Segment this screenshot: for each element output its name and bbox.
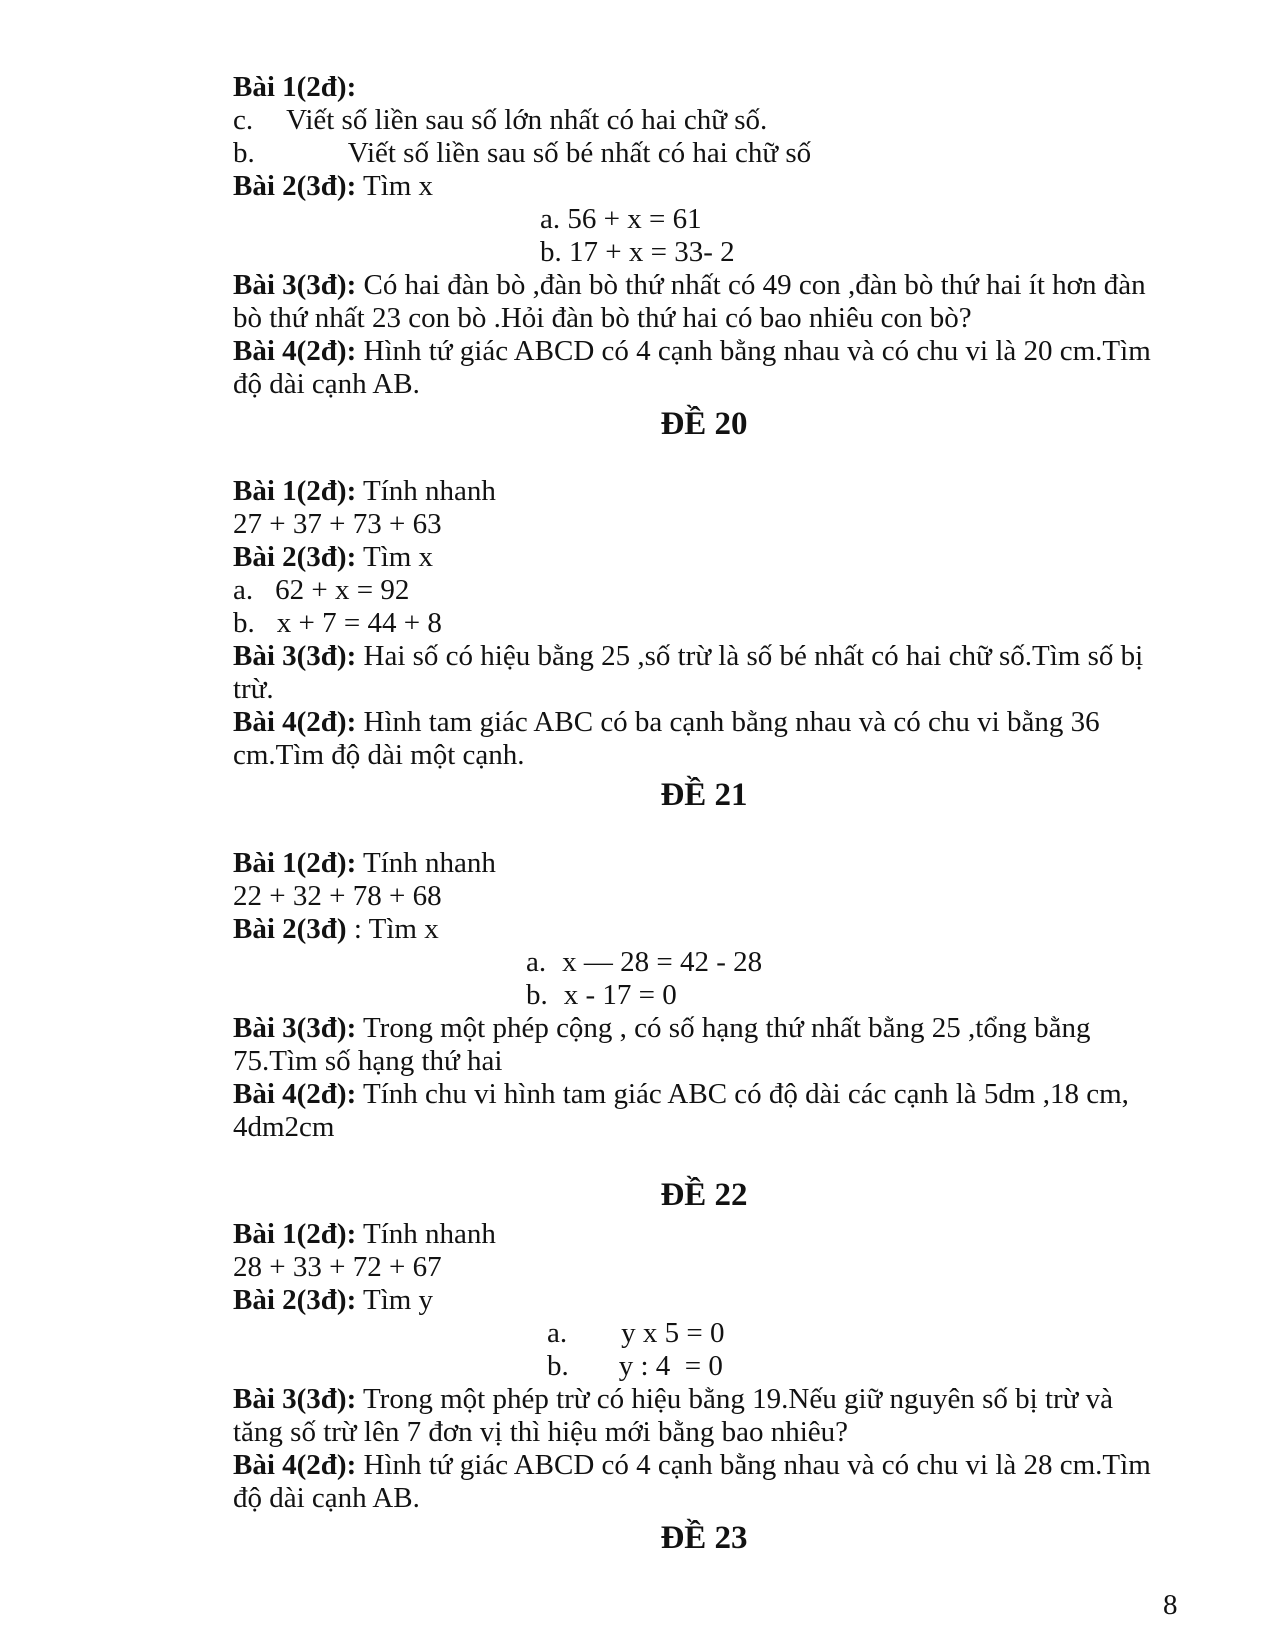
text-run: b. bbox=[233, 137, 255, 169]
text-line bbox=[233, 880, 1275, 913]
text-line bbox=[233, 946, 1275, 979]
text-line bbox=[233, 104, 1275, 137]
text-run: 28 + 33 + 72 + 67 bbox=[233, 1251, 442, 1283]
section-de-20 bbox=[233, 403, 1275, 772]
bai-label: Bài 2(3đ) bbox=[233, 913, 347, 945]
text-line bbox=[233, 302, 1275, 335]
text-line bbox=[233, 236, 1275, 269]
text-run: 62 + x = 92 bbox=[275, 574, 410, 606]
bai-label: Bài 4(2đ): bbox=[233, 1449, 357, 1481]
bai-label: Bài 2(3đ): bbox=[233, 541, 357, 573]
text-line bbox=[233, 1449, 1275, 1482]
text-run: Có hai đàn bò ,đàn bò thứ nhất có 49 con ,đàn bò thứ hai ít hơn đàn bbox=[356, 269, 1146, 301]
bai-label: Bài 3(3đ): bbox=[233, 1383, 357, 1415]
text-run: độ dài cạnh AB. bbox=[233, 368, 420, 400]
text-run: trừ. bbox=[233, 673, 274, 705]
text-run: Trong một phép trừ có hiệu bằng 19.Nếu giữ nguyên số bị trừ và bbox=[356, 1383, 1114, 1415]
text-line bbox=[233, 1383, 1275, 1416]
text-line bbox=[233, 979, 1275, 1012]
text-run: b. bbox=[526, 979, 548, 1011]
bai-label: Bài 1(2đ): bbox=[233, 475, 357, 507]
bai-label: Bài 1(2đ): bbox=[233, 1218, 357, 1250]
text-run: Tính nhanh bbox=[356, 847, 496, 879]
text-run: x — 28 = 42 - 28 bbox=[562, 946, 763, 978]
section-heading: ĐỀ 20 bbox=[660, 406, 748, 442]
text-run: tăng số trừ lên 7 đơn vị thì hiệu mới bằng bao nhiêu? bbox=[233, 1416, 849, 1448]
text-run: 27 + 37 + 73 + 63 bbox=[233, 508, 442, 540]
text-run: Tính chu vi hình tam giác ABC có độ dài các cạnh là 5dm ,18 cm, bbox=[356, 1078, 1129, 1110]
bai-label: Bài 4(2đ): bbox=[233, 1078, 357, 1110]
text-run: cm.Tìm độ dài một cạnh. bbox=[233, 739, 525, 771]
text-line bbox=[233, 706, 1275, 739]
text-line bbox=[233, 1045, 1275, 1078]
text-run: Viết số liền sau số bé nhất có hai chữ số bbox=[347, 137, 812, 169]
bai-label: Bài 1(2đ): bbox=[233, 71, 357, 103]
text-run: c. bbox=[233, 104, 254, 136]
text-line bbox=[233, 640, 1275, 673]
text-line bbox=[233, 607, 1275, 640]
text-run: Hình tam giác ABC có ba cạnh bằng nhau và có chu vi bằng 36 bbox=[356, 706, 1100, 738]
section-heading: ĐỀ 21 bbox=[660, 777, 748, 813]
text-line bbox=[233, 1416, 1275, 1449]
text-run: Trong một phép cộng , có số hạng thứ nhất bằng 25 ,tổng bằng bbox=[356, 1012, 1091, 1044]
bai-label: Bài 4(2đ): bbox=[233, 706, 357, 738]
section-lines bbox=[233, 71, 1275, 401]
text-run: 22 + 32 + 78 + 68 bbox=[233, 880, 442, 912]
text-run: Hai số có hiệu bằng 25 ,số trừ là số bé nhất có hai chữ số.Tìm số bị bbox=[356, 640, 1144, 672]
text-run: Hình tứ giác ABCD có 4 cạnh bằng nhau và có chu vi là 20 cm.Tìm bbox=[356, 335, 1151, 367]
text-run: b. 17 + x = 33- 2 bbox=[540, 236, 735, 268]
text-run: 4dm2cm bbox=[233, 1111, 335, 1143]
bai-label: Bài 3(3đ): bbox=[233, 640, 357, 672]
text-run: Hình tứ giác ABCD có 4 cạnh bằng nhau và có chu vi là 28 cm.Tìm bbox=[356, 1449, 1151, 1481]
text-run: độ dài cạnh AB. bbox=[233, 1482, 420, 1514]
section-lines bbox=[233, 475, 1275, 772]
text-run: Tính nhanh bbox=[356, 1218, 496, 1250]
text-run: 75.Tìm số hạng thứ hai bbox=[233, 1045, 503, 1077]
text-line bbox=[233, 1482, 1275, 1515]
text-line bbox=[233, 170, 1275, 203]
text-run: y : 4 = 0 bbox=[618, 1350, 723, 1382]
section-de-22 bbox=[233, 1174, 1275, 1515]
text-line bbox=[233, 739, 1275, 772]
text-line bbox=[233, 913, 1275, 946]
text-line bbox=[233, 541, 1275, 574]
section-lines bbox=[233, 1218, 1275, 1515]
section-de-23 bbox=[233, 1517, 1275, 1559]
text-run: b. bbox=[547, 1350, 569, 1382]
text-line bbox=[233, 71, 1275, 104]
text-line bbox=[233, 475, 1275, 508]
section-lines bbox=[233, 847, 1275, 1144]
text-run: a. bbox=[547, 1317, 568, 1349]
text-run: x + 7 = 44 + 8 bbox=[276, 607, 442, 639]
text-line bbox=[233, 1078, 1275, 1111]
page-number: 8 bbox=[1163, 1589, 1178, 1621]
text-line bbox=[233, 574, 1275, 607]
text-line bbox=[233, 1111, 1275, 1144]
text-line bbox=[233, 1218, 1275, 1251]
text-run: Tìm x bbox=[356, 541, 434, 573]
text-run: Viết số liền sau số lớn nhất có hai chữ số. bbox=[286, 104, 768, 136]
text-line bbox=[233, 1284, 1275, 1317]
bai-label: Bài 2(3đ): bbox=[233, 170, 357, 202]
text-line bbox=[233, 1350, 1275, 1383]
text-run: b. bbox=[233, 607, 255, 639]
text-line bbox=[233, 847, 1275, 880]
text-run: bò thứ nhất 23 con bò .Hỏi đàn bò thứ hai có bao nhiêu con bò? bbox=[233, 302, 972, 334]
text-line bbox=[233, 1251, 1275, 1284]
text-run: Tính nhanh bbox=[356, 475, 496, 507]
text-line bbox=[233, 508, 1275, 541]
text-run: Tìm y bbox=[356, 1284, 434, 1316]
text-run: : Tìm x bbox=[346, 913, 439, 945]
bai-label: Bài 1(2đ): bbox=[233, 847, 357, 879]
text-line bbox=[233, 673, 1275, 706]
text-line bbox=[233, 1012, 1275, 1045]
text-run: a. 56 + x = 61 bbox=[540, 203, 702, 235]
text-line bbox=[233, 335, 1275, 368]
text-line bbox=[233, 368, 1275, 401]
section-heading: ĐỀ 22 bbox=[660, 1177, 748, 1213]
text-line bbox=[233, 137, 1275, 170]
text-line bbox=[233, 269, 1275, 302]
section-de-19-continued bbox=[233, 71, 1275, 401]
bai-label: Bài 4(2đ): bbox=[233, 335, 357, 367]
text-line bbox=[233, 203, 1275, 236]
text-run: a. bbox=[526, 946, 547, 978]
section-heading: ĐỀ 23 bbox=[660, 1520, 748, 1556]
text-run: a. bbox=[233, 574, 254, 606]
text-run: y x 5 = 0 bbox=[621, 1317, 725, 1349]
text-run: Tìm x bbox=[356, 170, 434, 202]
bai-label: Bài 3(3đ): bbox=[233, 1012, 357, 1044]
bai-label: Bài 3(3đ): bbox=[233, 269, 357, 301]
bai-label: Bài 2(3đ): bbox=[233, 1284, 357, 1316]
text-line bbox=[233, 1317, 1275, 1350]
section-de-21 bbox=[233, 774, 1275, 1144]
text-run: x - 17 = 0 bbox=[563, 979, 677, 1011]
